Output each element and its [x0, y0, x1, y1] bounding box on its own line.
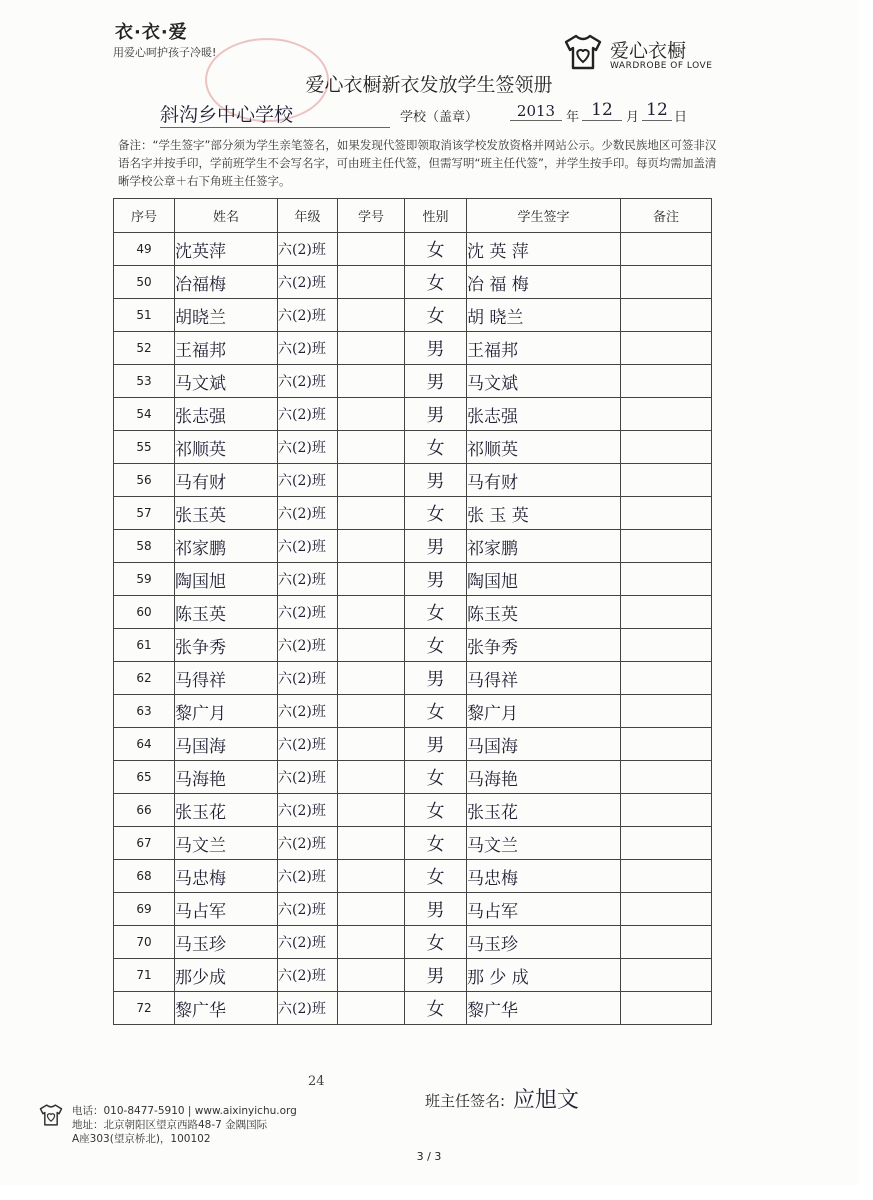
table-row: [114, 497, 712, 530]
cell-remark[interactable]: [621, 827, 712, 860]
cell-grade: 六(2)班: [278, 860, 338, 893]
cell-sex: 男: [405, 959, 467, 992]
cell-sex: 女: [405, 794, 467, 827]
cell-number: 70: [114, 926, 175, 959]
cell-sex: 女: [405, 827, 467, 860]
cell-signature[interactable]: 马国海: [467, 728, 621, 761]
cell-student-id[interactable]: [338, 365, 405, 398]
cell-number: 65: [114, 761, 175, 794]
page-title: 爱心衣橱新衣发放学生签领册: [305, 74, 553, 96]
cell-name: 祁家鹏: [175, 530, 278, 563]
cell-sex: 女: [405, 926, 467, 959]
cell-number: 61: [114, 629, 175, 662]
year-label: 年: [566, 110, 580, 125]
cell-student-id[interactable]: [338, 530, 405, 563]
cell-name: 张志强: [175, 398, 278, 431]
cell-number: 67: [114, 827, 175, 860]
cell-remark[interactable]: [621, 464, 712, 497]
cell-remark[interactable]: [621, 431, 712, 464]
table-row: [114, 827, 712, 860]
cell-sex: 男: [405, 332, 467, 365]
table-row: [114, 530, 712, 563]
cell-grade: 六(2)班: [278, 926, 338, 959]
cell-name: 冶福梅: [175, 266, 278, 299]
table-row: [114, 629, 712, 662]
cell-student-id[interactable]: [338, 662, 405, 695]
cell-student-id[interactable]: [338, 563, 405, 596]
cell-grade: 六(2)班: [278, 992, 338, 1025]
cell-grade: 六(2)班: [278, 365, 338, 398]
cell-remark[interactable]: [621, 662, 712, 695]
table-header-row: [114, 199, 712, 233]
cell-sex: 女: [405, 431, 467, 464]
cell-number: 62: [114, 662, 175, 695]
cell-name: 张争秀: [175, 629, 278, 662]
table-row: [114, 695, 712, 728]
cell-grade: 六(2)班: [278, 563, 338, 596]
cell-name: 那少成: [175, 959, 278, 992]
table-row: [114, 332, 712, 365]
cell-signature[interactable]: 黎广华: [467, 992, 621, 1025]
footer-address-line1: 地址：北京朝阳区望京西路48-7 金隅国际: [72, 1119, 268, 1131]
cell-number: 66: [114, 794, 175, 827]
cell-signature[interactable]: 张志强: [467, 398, 621, 431]
cell-name: 张玉花: [175, 794, 278, 827]
total-count-note: 24: [308, 1074, 325, 1089]
cell-remark[interactable]: [621, 563, 712, 596]
cell-signature[interactable]: 祁家鹏: [467, 530, 621, 563]
col-header-number: 序号: [114, 199, 175, 233]
cell-signature[interactable]: 马占军: [467, 893, 621, 926]
cell-student-id[interactable]: [338, 992, 405, 1025]
cell-grade: 六(2)班: [278, 398, 338, 431]
table-row: [114, 794, 712, 827]
cell-grade: 六(2)班: [278, 794, 338, 827]
cell-remark[interactable]: [621, 860, 712, 893]
cell-number: 72: [114, 992, 175, 1025]
day-label: 日: [674, 110, 688, 125]
cell-number: 49: [114, 233, 175, 266]
instructions-note: 备注：“学生签字”部分须为学生亲笔签名，如果发现代签即领取消该学校发放资格并网站公示。少数民族地区可签非汉语名字并按手印，学前班学生不会写名字，可由班主任代签，但需写明“班主任代签”，并学生按手印。每页均需加盖清晰学校公章＋右下角班主任签字。: [118, 138, 717, 188]
table-row: [114, 563, 712, 596]
brand-name: 爱心衣橱: [610, 40, 687, 62]
cell-remark[interactable]: [621, 596, 712, 629]
table-row: [114, 893, 712, 926]
col-header-name: 姓名: [175, 199, 278, 233]
cell-number: 60: [114, 596, 175, 629]
cell-remark[interactable]: [621, 992, 712, 1025]
cell-number: 69: [114, 893, 175, 926]
footer-contact: [72, 1104, 297, 1146]
cell-name: 马有财: [175, 464, 278, 497]
cell-grade: 六(2)班: [278, 959, 338, 992]
cell-number: 59: [114, 563, 175, 596]
teacher-signature-label: 班主任签名:: [425, 1092, 506, 1110]
cell-name: 马忠梅: [175, 860, 278, 893]
cell-sex: 男: [405, 563, 467, 596]
cell-student-id[interactable]: [338, 794, 405, 827]
year-field[interactable]: 2013: [510, 102, 562, 121]
cell-signature[interactable]: 张争秀: [467, 629, 621, 662]
cell-student-id[interactable]: [338, 827, 405, 860]
cell-sex: 女: [405, 629, 467, 662]
cell-name: 陶国旭: [175, 563, 278, 596]
cell-name: 马得祥: [175, 662, 278, 695]
cell-grade: 六(2)班: [278, 728, 338, 761]
roster-table: [113, 198, 712, 1025]
cell-remark[interactable]: [621, 794, 712, 827]
table-row: [114, 233, 712, 266]
cell-student-id[interactable]: [338, 233, 405, 266]
table-row: [114, 662, 712, 695]
cell-name: 祁顺英: [175, 431, 278, 464]
cell-signature[interactable]: 马得祥: [467, 662, 621, 695]
month-field[interactable]: 12: [582, 100, 622, 121]
cell-number: 63: [114, 695, 175, 728]
cell-sex: 女: [405, 596, 467, 629]
cell-student-id[interactable]: [338, 728, 405, 761]
cell-grade: 六(2)班: [278, 233, 338, 266]
cell-name: 黎广月: [175, 695, 278, 728]
cell-name: 马文兰: [175, 827, 278, 860]
cell-student-id[interactable]: [338, 497, 405, 530]
school-label: 学校（盖章）: [400, 110, 479, 125]
cell-grade: 六(2)班: [278, 464, 338, 497]
month-label: 月: [626, 110, 640, 125]
cell-signature[interactable]: 马文兰: [467, 827, 621, 860]
cell-remark[interactable]: [621, 695, 712, 728]
cell-grade: 六(2)班: [278, 695, 338, 728]
cell-number: 68: [114, 860, 175, 893]
school-name-field[interactable]: 斜沟乡中心学校: [160, 100, 390, 128]
cell-signature[interactable]: 祁顺英: [467, 431, 621, 464]
cell-sex: 男: [405, 398, 467, 431]
cell-number: 51: [114, 299, 175, 332]
cell-student-id[interactable]: [338, 431, 405, 464]
cell-sex: 男: [405, 728, 467, 761]
cell-sex: 男: [405, 365, 467, 398]
cell-remark[interactable]: [621, 761, 712, 794]
cell-signature[interactable]: 沈 英 萍: [467, 233, 621, 266]
cell-sex: 男: [405, 464, 467, 497]
col-header-remark: 备注: [621, 199, 712, 233]
cell-sex: 女: [405, 299, 467, 332]
table-row: [114, 266, 712, 299]
cell-sex: 男: [405, 893, 467, 926]
table-row: [114, 992, 712, 1025]
cell-student-id[interactable]: [338, 959, 405, 992]
cell-grade: 六(2)班: [278, 299, 338, 332]
school-date-line: [160, 100, 690, 126]
cell-student-id[interactable]: [338, 761, 405, 794]
wardrobe-heart-icon: [38, 1102, 64, 1128]
cell-remark[interactable]: [621, 959, 712, 992]
cell-grade: 六(2)班: [278, 629, 338, 662]
cell-grade: 六(2)班: [278, 662, 338, 695]
cell-name: 黎广华: [175, 992, 278, 1025]
cell-name: 马国海: [175, 728, 278, 761]
cell-name: 马海艳: [175, 761, 278, 794]
table-row: [114, 959, 712, 992]
cell-sex: 女: [405, 233, 467, 266]
cell-name: 马玉珍: [175, 926, 278, 959]
table-row: [114, 431, 712, 464]
cell-signature[interactable]: 陈玉英: [467, 596, 621, 629]
cell-signature[interactable]: 黎广月: [467, 695, 621, 728]
cell-number: 58: [114, 530, 175, 563]
cell-student-id[interactable]: [338, 398, 405, 431]
cell-student-id[interactable]: [338, 299, 405, 332]
cell-remark[interactable]: [621, 728, 712, 761]
table-row: [114, 398, 712, 431]
cell-number: 64: [114, 728, 175, 761]
col-header-student-id: 学号: [338, 199, 405, 233]
cell-grade: 六(2)班: [278, 827, 338, 860]
cell-signature[interactable]: 王福邦: [467, 332, 621, 365]
table-row: [114, 299, 712, 332]
page-number: 3 / 3: [416, 1150, 442, 1163]
cell-student-id[interactable]: [338, 926, 405, 959]
cell-name: 马占军: [175, 893, 278, 926]
cell-student-id[interactable]: [338, 695, 405, 728]
cell-number: 55: [114, 431, 175, 464]
cell-sex: 女: [405, 761, 467, 794]
cell-signature[interactable]: 马玉珍: [467, 926, 621, 959]
cell-name: 王福邦: [175, 332, 278, 365]
cell-signature[interactable]: 马忠梅: [467, 860, 621, 893]
cell-signature[interactable]: 冶 福 梅: [467, 266, 621, 299]
cell-signature[interactable]: 胡 晓兰: [467, 299, 621, 332]
cell-signature[interactable]: 张 玉 英: [467, 497, 621, 530]
cell-student-id[interactable]: [338, 266, 405, 299]
cell-number: 57: [114, 497, 175, 530]
day-field[interactable]: 12: [642, 100, 672, 121]
top-slogan: 用爱心呵护孩子冷暖!: [113, 46, 217, 59]
cell-sex: 女: [405, 992, 467, 1025]
cell-number: 52: [114, 332, 175, 365]
cell-remark[interactable]: [621, 530, 712, 563]
cell-grade: 六(2)班: [278, 893, 338, 926]
cell-sex: 女: [405, 497, 467, 530]
cell-remark[interactable]: [621, 332, 712, 365]
cell-number: 50: [114, 266, 175, 299]
cell-number: 54: [114, 398, 175, 431]
cell-student-id[interactable]: [338, 596, 405, 629]
cell-signature[interactable]: 马有财: [467, 464, 621, 497]
cell-grade: 六(2)班: [278, 431, 338, 464]
cell-grade: 六(2)班: [278, 761, 338, 794]
cell-remark[interactable]: [621, 299, 712, 332]
cell-grade: 六(2)班: [278, 266, 338, 299]
cell-remark[interactable]: [621, 266, 712, 299]
table-row: [114, 728, 712, 761]
col-header-signature: 学生签字: [467, 199, 621, 233]
cell-student-id[interactable]: [338, 629, 405, 662]
top-logo: 衣·衣·爱: [115, 22, 188, 43]
cell-name: 张玉英: [175, 497, 278, 530]
cell-sex: 女: [405, 860, 467, 893]
cell-sex: 女: [405, 266, 467, 299]
cell-grade: 六(2)班: [278, 530, 338, 563]
cell-sex: 男: [405, 662, 467, 695]
footer-address-line2: A座303(望京桥北)，100102: [72, 1133, 211, 1145]
scan-margin: [858, 0, 873, 1200]
cell-name: 胡晓兰: [175, 299, 278, 332]
cell-remark[interactable]: [621, 233, 712, 266]
table-row: [114, 761, 712, 794]
cell-remark[interactable]: [621, 893, 712, 926]
cell-student-id[interactable]: [338, 860, 405, 893]
cell-remark[interactable]: [621, 497, 712, 530]
cell-grade: 六(2)班: [278, 596, 338, 629]
footer-phone: 电话：010-8477-5910 | www.aixinyichu.org: [72, 1105, 297, 1117]
cell-grade: 六(2)班: [278, 497, 338, 530]
cell-grade: 六(2)班: [278, 332, 338, 365]
cell-student-id[interactable]: [338, 893, 405, 926]
wardrobe-heart-icon: [562, 32, 604, 72]
cell-signature[interactable]: 陶国旭: [467, 563, 621, 596]
cell-remark[interactable]: [621, 365, 712, 398]
brand-tagline: WARDROBE OF LOVE: [610, 61, 713, 71]
cell-name: 沈英萍: [175, 233, 278, 266]
teacher-signature[interactable]: 应旭文: [513, 1088, 580, 1113]
cell-sex: 男: [405, 530, 467, 563]
cell-signature[interactable]: 那 少 成: [467, 959, 621, 992]
table-row: [114, 596, 712, 629]
table-row: [114, 464, 712, 497]
cell-number: 71: [114, 959, 175, 992]
cell-sex: 女: [405, 695, 467, 728]
cell-remark[interactable]: [621, 926, 712, 959]
table-row: [114, 365, 712, 398]
cell-number: 56: [114, 464, 175, 497]
table-row: [114, 926, 712, 959]
cell-student-id[interactable]: [338, 332, 405, 365]
cell-remark[interactable]: [621, 398, 712, 431]
table-row: [114, 860, 712, 893]
cell-remark[interactable]: [621, 629, 712, 662]
cell-signature[interactable]: 马文斌: [467, 365, 621, 398]
cell-name: 马文斌: [175, 365, 278, 398]
cell-signature[interactable]: 马海艳: [467, 761, 621, 794]
cell-student-id[interactable]: [338, 464, 405, 497]
cell-name: 陈玉英: [175, 596, 278, 629]
cell-number: 53: [114, 365, 175, 398]
col-header-sex: 性别: [405, 199, 467, 233]
cell-signature[interactable]: 张玉花: [467, 794, 621, 827]
col-header-grade: 年级: [278, 199, 338, 233]
